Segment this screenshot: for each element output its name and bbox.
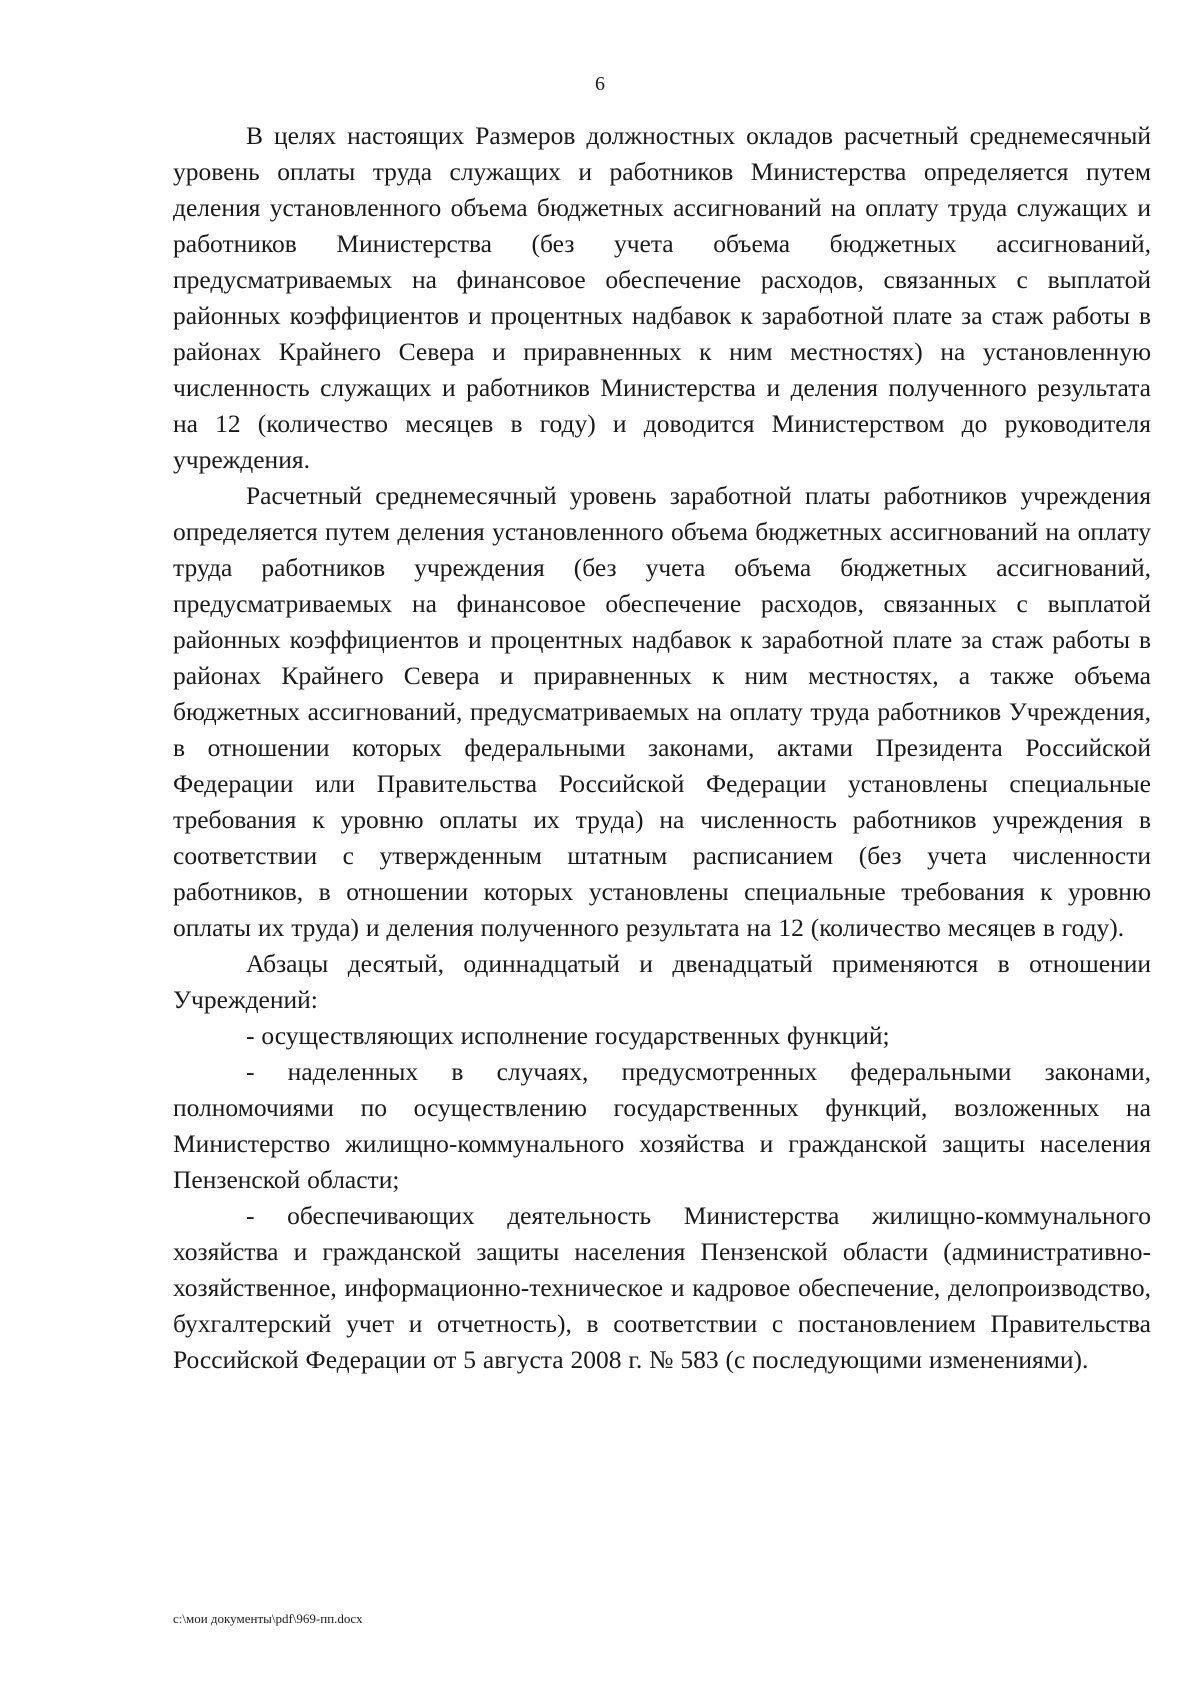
paragraph-average-salary-ministry: В целях настоящих Размеров должностных окладов расчетный среднемесячный уровень оплаты труда служащих и работников Министерства определяется путем деления установленного объема бюджетных ассигнований на оплату труда служащих и работников Министерства (без учета объема бюджетных ассигнований, предусматриваемых на финансовое обеспечение расходов, связанных с выплатой районных коэффициентов и процентных надбавок к заработной плате за стаж работы в районах Крайнего Севера и приравненных к ним местностях) на установленную численность служащих и работников Министерства и деления полученного результата на 12 (количество месяцев в году) и доводится Министерством до руководителя учреждения. — [173, 121, 1151, 474]
paragraph-average-salary-institution: Расчетный среднемесячный уровень заработной платы работников учреждения определяется путем деления установленного объема бюджетных ассигнований на оплату труда работников учреждения (без учета объема бюджетных ассигнований, предусматриваемых на финансовое обеспечение расходов, связанных с выплатой районных коэффициентов и процентных надбавок к заработной плате за стаж работы в районах Крайнего Севера и приравненных к ним местностях, а также объема бюджетных ассигнований, предусматриваемых на оплату труда работников Учреждения, в отношении которых федеральными законами, актами Президента Российской Федерации или Правительства Российской Федерации установлены специальные требования к уровню оплаты их труда) на численность работников учреждения в соответствии с утвержденным штатным расписанием (без учета численности работников, в отношении которых установлены специальные требования к уровню оплаты их труда) и деления полученного результата на 12 (количество месяцев в году). — [173, 481, 1151, 942]
list-item-state-functions: - осуществляющих исполнение государственных функций; — [246, 1021, 890, 1050]
document-body — [173, 118, 1151, 1378]
list-item-ministry-support: - обеспечивающих деятельность Министерства жилищно-коммунального хозяйства и гражданской защиты населения Пензенской области (административно-хозяйственное, информационно-техническое и кадровое обеспечение, делопроизводство, бухгалтерский учет и отчетность), в соответствии с постановлением Правительства Российской Федерации от 5 августа 2008 г. № 583 (с последующими изменениями). — [173, 1201, 1151, 1374]
paragraph-applicability: Абзацы десятый, одиннадцатый и двенадцатый применяются в отношении Учреждений: — [173, 949, 1151, 1014]
footer-file-path: c:\мои документы\pdf\969-пп.docx — [173, 1611, 363, 1626]
list-item-delegated-powers: - наделенных в случаях, предусмотренных федеральными законами, полномочиями по осуществлению государственных функций, возложенных на Министерство жилищно-коммунального хозяйства и гражданской защиты населения Пензенской области; — [173, 1057, 1151, 1194]
page-number: 6 — [595, 73, 605, 95]
